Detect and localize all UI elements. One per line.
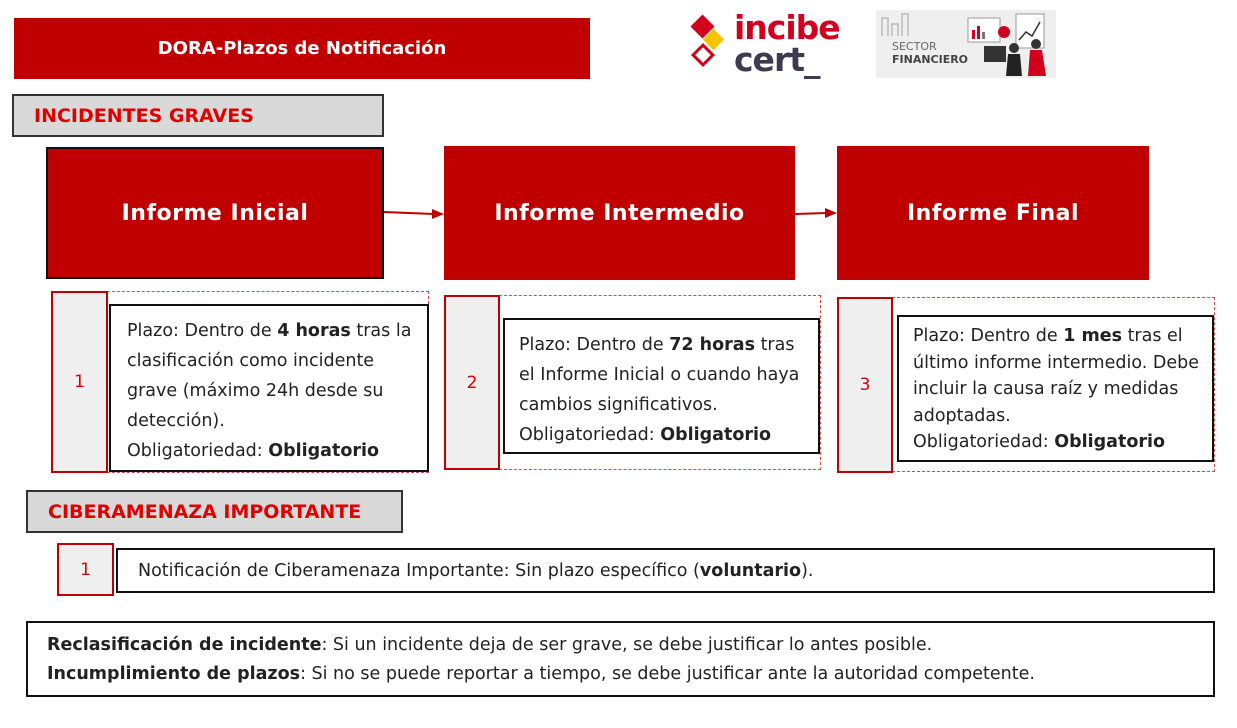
informe-inicial-box: Informe Inicial [46, 147, 384, 279]
page-title: DORA-Plazos de Notificación [14, 18, 590, 79]
plazo-text: Plazo: Dentro de 4 horas tras la clasificación como incidente grave (máximo 24h desde su detección). [127, 321, 412, 431]
informe-intermedio-detail [503, 318, 820, 454]
step-number-3: 3 [837, 297, 893, 473]
informe-final-box: Informe Final [837, 146, 1149, 280]
step-number-2: 2 [444, 295, 500, 470]
informe-intermedio-box: Informe Intermedio [444, 146, 795, 280]
arrow-intermedio-to-final-icon [795, 203, 839, 223]
incibe-cert-logo [690, 8, 840, 79]
note-reclasificacion: Reclasificación de incidente: Si un incidente deja de ser grave, se debe justificar lo antes posible. [47, 635, 933, 655]
incibe-logo-text: incibe [734, 8, 840, 47]
ciberamenaza-number: 1 [57, 543, 114, 596]
arrow-inicial-to-intermedio-icon [384, 205, 446, 225]
informe-final-detail [897, 315, 1214, 462]
sector-financiero-logo [876, 10, 1056, 78]
cert-logo-text: cert_ [734, 40, 820, 79]
section-header-ciberamenaza: CIBERAMENAZA IMPORTANTE [26, 490, 403, 533]
incibe-diamond-icon [690, 12, 740, 72]
plazo-text: Plazo: Dentro de 1 mes tras el último informe intermedio. Debe incluir la causa raíz y medidas adoptadas. [913, 326, 1199, 426]
obligatoriedad-text: Obligatoriedad: Obligatorio [913, 432, 1166, 452]
sector-label: SECTOR [892, 40, 937, 53]
financiero-label: FINANCIERO [892, 53, 969, 66]
notes-box [26, 621, 1215, 697]
plazo-text: Plazo: Dentro de 72 horas tras el Informe Inicial o cuando haya cambios significativos. [519, 335, 800, 415]
section-header-incidentes: INCIDENTES GRAVES [12, 94, 384, 137]
ciberamenaza-detail: Notificación de Ciberamenaza Importante: Sin plazo específico (voluntario). [116, 548, 1215, 593]
step-number-1: 1 [51, 291, 108, 473]
obligatoriedad-text: Obligatoriedad: Obligatorio [127, 441, 380, 461]
informe-inicial-detail [109, 304, 429, 472]
obligatoriedad-text: Obligatoriedad: Obligatorio [519, 425, 772, 445]
note-incumplimiento: Incumplimiento de plazos: Si no se puede reportar a tiempo, se debe justificar ante la autoridad competente. [47, 664, 1035, 684]
